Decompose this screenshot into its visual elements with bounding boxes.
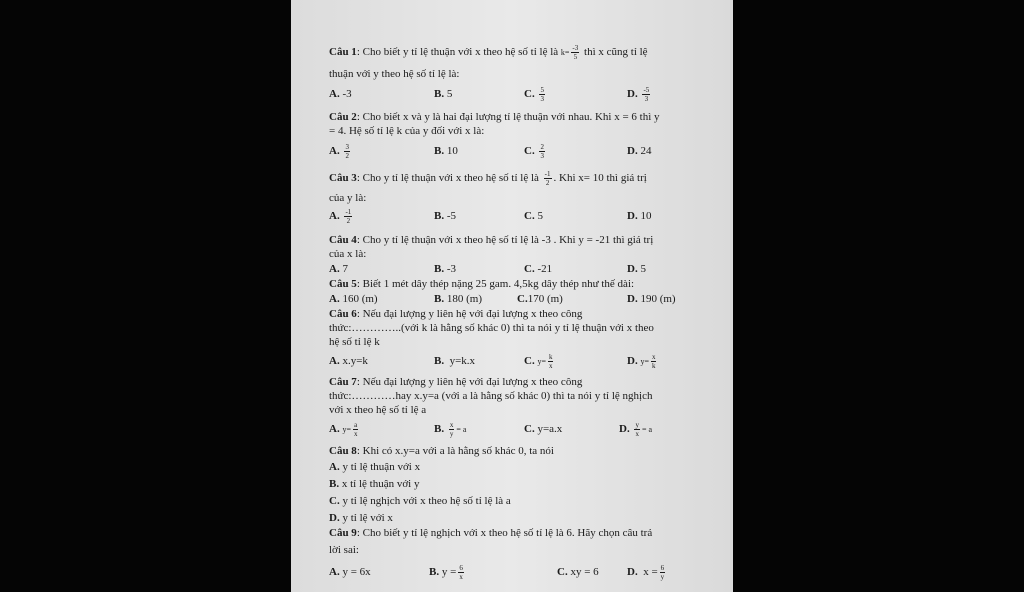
q3-option-c-label: C.	[524, 210, 535, 222]
q1-c-den: 3	[540, 95, 544, 103]
q7-option-d-fraction	[634, 421, 640, 438]
q9-option-a-label: A.	[329, 566, 340, 578]
q6-option-c[interactable]	[524, 353, 555, 370]
q6-c-prefix: y=	[537, 357, 546, 367]
q2-option-c-label: C.	[524, 145, 535, 158]
q8-option-d[interactable]	[329, 511, 393, 525]
q6-option-b[interactable]	[434, 353, 475, 369]
q7-b-den: y	[449, 430, 454, 438]
question-8-label: Câu 8	[329, 445, 357, 457]
q7-option-a-label: A.	[329, 423, 340, 436]
q9-option-c-label: C.	[557, 566, 568, 578]
q8-option-a[interactable]	[329, 460, 420, 474]
q3-a-num: -1	[345, 208, 352, 216]
q9-option-d-label: D.	[627, 566, 638, 579]
q3-option-d-value: 10	[640, 210, 652, 222]
q2-c-num: 2	[540, 143, 544, 151]
question-7-line2: thức:…………hay x.y=a (với a là hằng số khác 0) thì ta nói y tỉ lệ nghịch	[329, 390, 653, 402]
q8-option-b[interactable]	[329, 477, 419, 491]
q5-option-b-value: 180 (m)	[446, 293, 482, 305]
question-8-text: : Khi có x.y=a với a là hằng số khác 0, ta nói	[356, 445, 554, 457]
question-6-options	[329, 353, 719, 371]
q6-c-num: k	[548, 353, 553, 361]
question-6-line3: hệ số tỉ lệ k	[329, 336, 380, 348]
q3-k-denominator: 2	[545, 179, 550, 187]
q9-option-b-fraction	[458, 564, 464, 581]
question-2-options	[329, 143, 719, 161]
q8-option-c-label: C.	[329, 495, 340, 507]
q2-option-a-fraction	[344, 143, 350, 160]
q6-option-c-fraction	[548, 353, 554, 370]
q2-option-d[interactable]	[627, 143, 651, 159]
question-1-line2: thuận với y theo hệ số tỉ lệ là:	[329, 68, 460, 80]
q9-d-num: 6	[660, 564, 665, 572]
question-1-label: Câu 1	[329, 46, 357, 59]
question-9-text: : Cho biết y tỉ lệ nghịch với x theo hệ số tỉ lệ là 6. Hãy chọn câu trả	[356, 527, 653, 539]
question-3-text-cont: . Khi x= 10 thì giá trị	[553, 172, 647, 185]
question-2-text: : Cho biết x và y là hai đại lượng tỉ lệ thuận với nhau. Khi x = 6 thì y	[356, 111, 660, 123]
q4-option-d[interactable]	[627, 261, 646, 277]
q9-option-c[interactable]	[557, 564, 599, 580]
q3-k-numerator: -1	[544, 170, 551, 178]
question-7-line3: với x theo hệ số tỉ lệ a	[329, 404, 427, 416]
q4-option-c[interactable]	[524, 261, 552, 277]
q5-option-a[interactable]	[329, 291, 378, 307]
q2-option-b[interactable]	[434, 143, 458, 159]
q9-option-b-label: B.	[429, 566, 440, 579]
q7-d-suffix: = a	[641, 425, 653, 435]
q6-option-b-value: y=k.x	[449, 355, 476, 367]
q7-d-den: x	[635, 430, 639, 438]
question-1-text: : Cho biết y tỉ lệ thuận với x theo hệ số tỉ lệ là	[356, 46, 559, 59]
q4-option-a[interactable]	[329, 261, 348, 277]
q1-k-prefix: k=	[560, 48, 570, 58]
question-9-line2: lời sai:	[329, 544, 359, 556]
q2-option-b-label: B.	[434, 145, 445, 157]
q1-option-d[interactable]	[627, 86, 652, 103]
q7-d-num: y	[635, 421, 639, 429]
q9-d-prefix: x =	[643, 566, 658, 579]
q7-option-c-label: C.	[524, 423, 535, 435]
q9-b-prefix: y =	[441, 566, 457, 579]
q1-c-num: 5	[540, 86, 544, 94]
q1-option-d-fraction	[642, 86, 650, 103]
q2-option-c[interactable]	[524, 143, 547, 160]
question-6-label: Câu 6	[329, 308, 357, 320]
q6-option-c-label: C.	[524, 355, 535, 368]
q4-option-d-value: 5	[640, 263, 646, 275]
question-6-line2: thức:…………..(với k là hằng số khác 0) thì ta nói y tỉ lệ thuận với x theo	[329, 322, 654, 334]
question-3	[329, 170, 719, 187]
question-3-text: : Cho y tỉ lệ thuận với x theo hệ số tỉ lệ là	[356, 172, 539, 185]
q6-c-den: x	[548, 362, 553, 370]
q1-d-den: 3	[644, 95, 649, 103]
q9-b-den: x	[459, 573, 463, 581]
q3-option-c-value: 5	[537, 210, 543, 222]
question-5-text: : Biết 1 mét dây thép nặng 25 gam. 4,5kg dây thép như thế dài:	[356, 278, 635, 290]
q5-option-d-value: 190 (m)	[640, 293, 676, 305]
question-9	[329, 525, 719, 541]
q9-option-a[interactable]	[329, 564, 371, 580]
q8-option-b-label: B.	[329, 478, 340, 490]
q3-k-fraction	[544, 170, 552, 187]
q6-option-b-label: B.	[434, 355, 445, 367]
q5-option-c-value: 170 (m)	[527, 293, 563, 305]
q6-d-den: k	[651, 362, 656, 370]
q9-option-d-fraction	[660, 564, 666, 581]
q7-option-d-label: D.	[619, 423, 630, 436]
q6-option-a[interactable]	[329, 353, 368, 369]
q4-option-c-label: C.	[524, 263, 535, 275]
q1-k-denominator: 5	[573, 53, 578, 61]
q5-option-b[interactable]	[434, 291, 482, 307]
q1-option-c[interactable]	[524, 86, 547, 103]
q1-option-b-value: 5	[446, 88, 453, 100]
q2-option-a[interactable]	[329, 143, 352, 160]
question-3-label: Câu 3	[329, 172, 357, 185]
q9-d-den: y	[660, 573, 665, 581]
q2-a-num: 3	[345, 143, 349, 151]
q4-option-d-label: D.	[627, 263, 638, 275]
q6-option-d-fraction	[651, 353, 657, 370]
q7-option-c-value: y=a.x	[537, 423, 563, 435]
q8-option-d-value: y tỉ lệ với x	[342, 512, 393, 524]
q2-c-den: 3	[540, 152, 544, 160]
q7-a-num: a	[354, 421, 358, 429]
q2-option-d-value: 24	[640, 145, 652, 157]
question-2-line2: = 4. Hệ số tỉ lệ k của y đối với x là:	[329, 125, 485, 137]
q7-a-den: x	[353, 430, 358, 438]
q3-option-d-label: D.	[627, 210, 638, 222]
q2-option-a-label: A.	[329, 145, 340, 158]
q8-option-a-label: A.	[329, 461, 340, 473]
q4-option-a-label: A.	[329, 263, 340, 275]
q9-option-d[interactable]	[627, 564, 667, 581]
q7-option-d[interactable]	[619, 421, 652, 438]
q9-option-c-value: xy = 6	[570, 566, 599, 578]
q7-option-b-label: B.	[434, 423, 445, 436]
q4-option-a-value: 7	[342, 263, 348, 275]
question-9-label: Câu 9	[329, 527, 357, 539]
q6-option-d[interactable]	[627, 353, 658, 370]
question-7-label: Câu 7	[329, 376, 357, 388]
q7-option-a-fraction	[353, 421, 359, 438]
q1-option-c-fraction	[539, 86, 545, 103]
q7-b-num: x	[449, 421, 454, 429]
q5-option-a-value: 160 (m)	[342, 293, 378, 305]
q7-option-b-fraction	[449, 421, 455, 438]
q1-option-a-label: A.	[329, 88, 340, 100]
q1-option-c-label: C.	[524, 88, 535, 101]
q9-option-b[interactable]	[429, 564, 466, 581]
question-5-label: Câu 5	[329, 278, 357, 290]
q7-option-c[interactable]	[524, 421, 562, 437]
q8-option-c-value: y tỉ lệ nghịch với x theo hệ số tỉ lệ là a	[342, 495, 511, 507]
q1-k-fraction	[571, 44, 579, 61]
q8-option-d-label: D.	[329, 512, 340, 524]
q6-option-d-label: D.	[627, 355, 638, 368]
q7-a-prefix: y=	[342, 425, 351, 435]
q5-option-b-label: B.	[434, 293, 445, 305]
q2-option-c-fraction	[539, 143, 545, 160]
q1-d-num: -5	[643, 86, 650, 94]
q3-option-d[interactable]	[627, 208, 651, 224]
q4-option-b-label: B.	[434, 263, 445, 275]
q1-option-d-label: D.	[627, 88, 638, 101]
q3-option-b-label: B.	[434, 210, 445, 222]
q1-option-b-label: B.	[434, 88, 445, 100]
q1-option-a[interactable]	[329, 86, 352, 102]
question-4-text: : Cho y tỉ lệ thuận với x theo hệ số tỉ lệ là -3 . Khi y = -21 thì giá trị	[356, 234, 654, 246]
question-3-line2: của y là:	[329, 192, 367, 204]
q8-option-a-value: y tỉ lệ thuận với x	[342, 461, 421, 473]
question-1	[329, 44, 719, 61]
q5-option-c-label: C.	[517, 293, 528, 305]
q8-option-b-value: x tỉ lệ thuận với y	[341, 478, 420, 490]
q3-option-a-label: A.	[329, 210, 340, 223]
q2-option-d-label: D.	[627, 145, 638, 157]
q9-option-a-value: y = 6x	[342, 566, 371, 578]
question-9-options	[329, 564, 719, 582]
q5-option-d-label: D.	[627, 293, 638, 305]
q7-option-b[interactable]	[434, 421, 466, 438]
q6-d-prefix: y=	[640, 357, 649, 367]
question-1-options	[329, 86, 719, 104]
q4-option-c-value: -21	[537, 263, 553, 275]
q3-option-b[interactable]	[434, 208, 456, 224]
q6-option-a-value: x.y=k	[342, 355, 368, 367]
q3-a-den: 2	[346, 217, 351, 225]
q1-option-a-value: -3	[342, 88, 352, 100]
q3-option-c[interactable]	[524, 208, 543, 224]
q5-option-d[interactable]	[627, 291, 676, 307]
q3-option-b-value: -5	[446, 210, 457, 222]
q8-option-c[interactable]	[329, 494, 511, 508]
question-7-text: : Nếu đại lượng y liên hệ với đại lượng x theo công	[356, 376, 583, 388]
question-6-text: : Nếu đại lượng y liên hệ với đại lượng x theo công	[356, 308, 583, 320]
question-1-text-cont: thì x cũng tỉ lệ	[584, 46, 648, 59]
worksheet-page	[291, 0, 733, 592]
q6-option-a-label: A.	[329, 355, 340, 367]
q6-d-num: x	[651, 353, 656, 361]
question-8	[329, 443, 719, 459]
q7-option-a[interactable]	[329, 421, 360, 438]
question-5	[329, 276, 719, 292]
q4-option-b-value: -3	[446, 263, 457, 275]
question-4-line2: của x là:	[329, 248, 367, 260]
q5-option-c[interactable]	[517, 291, 563, 307]
q5-option-a-label: A.	[329, 293, 340, 305]
q3-option-a[interactable]	[329, 208, 354, 225]
q9-b-num: 6	[459, 564, 463, 572]
question-2-label: Câu 2	[329, 111, 357, 123]
question-7-options	[329, 421, 719, 439]
q2-option-b-value: 10	[446, 145, 458, 157]
q7-b-suffix: = a	[456, 425, 467, 435]
question-4-label: Câu 4	[329, 234, 357, 246]
question-3-options	[329, 208, 719, 226]
q2-a-den: 2	[345, 152, 349, 160]
q3-option-a-fraction	[344, 208, 352, 225]
q1-option-b[interactable]	[434, 86, 452, 102]
q4-option-b[interactable]	[434, 261, 456, 277]
q1-k-numerator: -3	[572, 44, 579, 52]
